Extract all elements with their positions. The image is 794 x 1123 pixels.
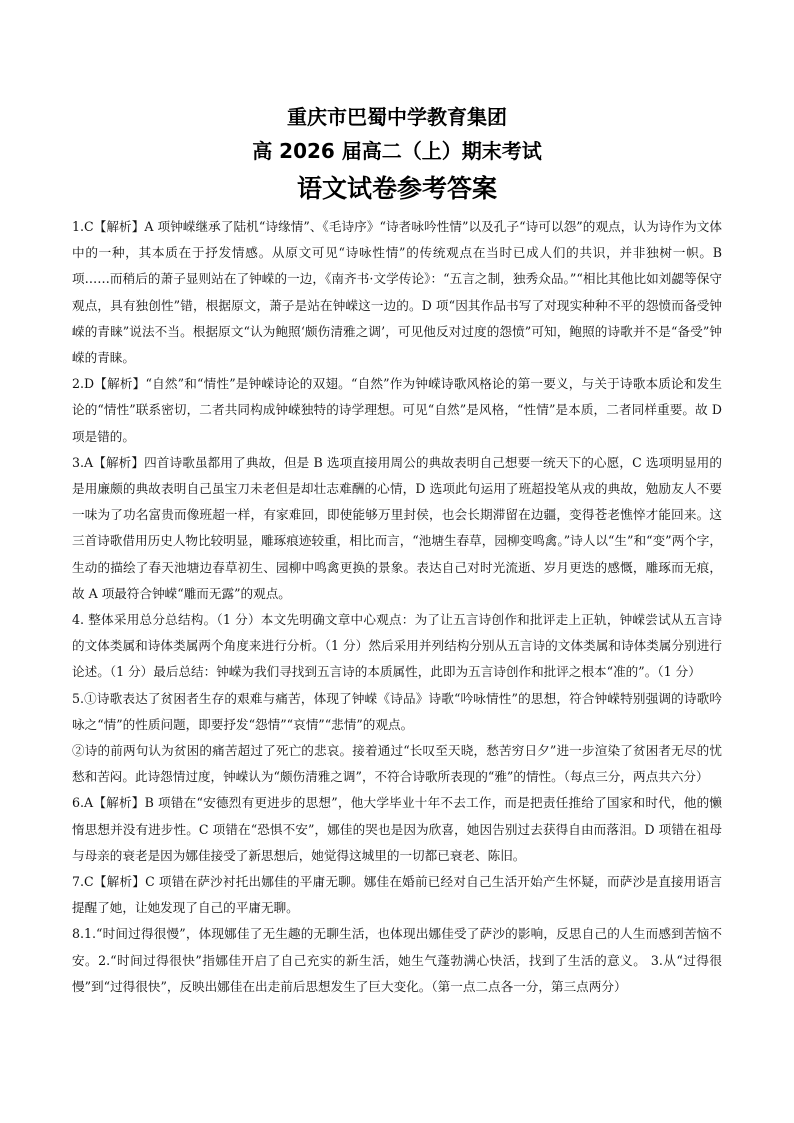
exam-title: 高 2026 届高二（上）期末考试 [252,139,542,163]
subject-title: 语文试卷参考答案 [296,174,497,203]
answer-item-7: 7.C【解析】C 项错在萨沙衬托出娜佳的平庸无聊。娜佳在婚前已经对自己生活开始产生怀疑，而萨沙是直接用语言提醒了她，让她发现了自己的平庸无聊。 [72,874,722,916]
answer-list [72,214,722,1000]
school-title: 重庆市巴蜀中学教育集团 [287,105,507,129]
answer-item-5-point-1: 5.①诗歌表达了贫困者生存的艰难与痛苦，体现了钟嵘《诗品》诗歌“吟咏情性”的思想，符合钟嵘特别强调的诗歌吟咏之“情”的性质问题，即要抒发“怨情”“哀情”“悲情”的观点。 [72,690,722,732]
answer-item-5-point-2: ②诗的前两句认为贫困的痛苦超过了死亡的悲哀。接着通过“长叹至天晓，愁苦穷日夕”进一步渲染了贫困者无尽的忧愁和苦闷。此诗怨情过度，钟嵘认为“颇伤清雅之调”，不符合诗歌所表现的“雅”的情性。（每点三分，两点共六分） [72,743,722,785]
answer-item-1: 1.C【解析】A 项钟嵘继承了陆机“诗缘情”、《毛诗序》“诗者咏吟性情”以及孔子“诗可以怨”的观点，认为诗作为文体中的一种，其本质在于抒发情感。从原文可见“诗咏性情”的传统观点在当时已成人们的共识，并非独树一帜。B 项……而稍后的萧子显则站在了钟嵘的一边，《南齐书·文学传论》：“五言之制，独秀众品。”“相比其他比如刘勰等保守观点，具有独创性”错，根据原文，萧子是站在钟嵘这一边的。D 项“因其作品书写了对现实种种不平的怨愤而备受钟嵘的青睐”说法不当。根据原文“认为鲍照‘颇伤清雅之调’，可见他反对过度的怨愤”可知，鲍照的诗歌并不是“备受”钟嵘的青睐。 [72,219,722,366]
answer-item-8: 8.1.“时间过得很慢”，体现娜佳了无生趣的无聊生活，也体现出娜佳受了萨沙的影响，反思自己的人生而感到苦恼不安。2.“时间过得很快”指娜佳开启了自己充实的新生活，她生气蓬勃满心快活，找到了生活的意义。 3.从“过得很慢”到“过得很快”，反映出娜佳在出走前后思想发生了巨大变化。（第一点二点各一分，第三点两分） [72,926,722,994]
answer-item-4: 4. 整体采用总分总结构。（1 分）本文先明确文章中心观点：为了让五言诗创作和批评走上正轨，钟嵘尝试从五言诗的文体类属和诗体类属两个角度来进行分析。（1 分）然后采用并列结构分别从五言诗的文体类属和诗体类属分别进行论述。（1 分）最后总结：钟嵘为我们寻找到五言诗的本质属性，此即为五言诗创作和批评之根本“准的”。（1 分） [72,612,722,680]
answer-item-6: 6.A【解析】B 项错在“安德烈有更进步的思想”，他大学毕业十年不去工作，而是把责任推给了国家和时代，他的懒惰思想并没有进步性。C 项错在“恐惧不安”，娜佳的哭也是因为欣喜，她因告别过去获得自由而落泪。D 项错在祖母与母亲的衰老是因为娜佳接受了新思想后，她觉得这城里的一切都已衰老、陈旧。 [72,795,722,863]
answer-item-2: 2.D【解析】“自然”和“情性”是钟嵘诗论的双翅。“自然”作为钟嵘诗歌风格论的第一要义，与关于诗歌本质论和发生论的“情性”联系密切，二者共同构成钟嵘独特的诗学理想。可见“自然”是风格，“性情”是本质，二者同样重要。故 D 项是错的。 [72,376,722,444]
answer-item-3: 3.A【解析】四首诗歌虽都用了典故，但是 B 选项直接用周公的典故表明自己想要一统天下的心愿，C 选项明显用的是用廉颇的典故表明自己虽宝刀未老但是却壮志难酬的心情，D 选项此句运用了班超投笔从戎的典故，勉励友人不要一味为了功名富贵而像班超一样，有家难回，即使能够万里封侯，也会长期滞留在边疆，变得苍老憔悴才能回来。这三首诗歌借用历史人物比较明显，雕琢痕迹较重，相比而言，“池塘生春草，园柳变鸣禽。”诗人以“生”和“变”两个字，生动的描绘了春天池塘边春草初生、园柳中鸣禽更换的景象。表达自己对时光流逝、岁月更迭的感慨，雕琢而无痕，故 A 项最符合钟嵘“雕而无露”的观点。 [72,454,722,601]
